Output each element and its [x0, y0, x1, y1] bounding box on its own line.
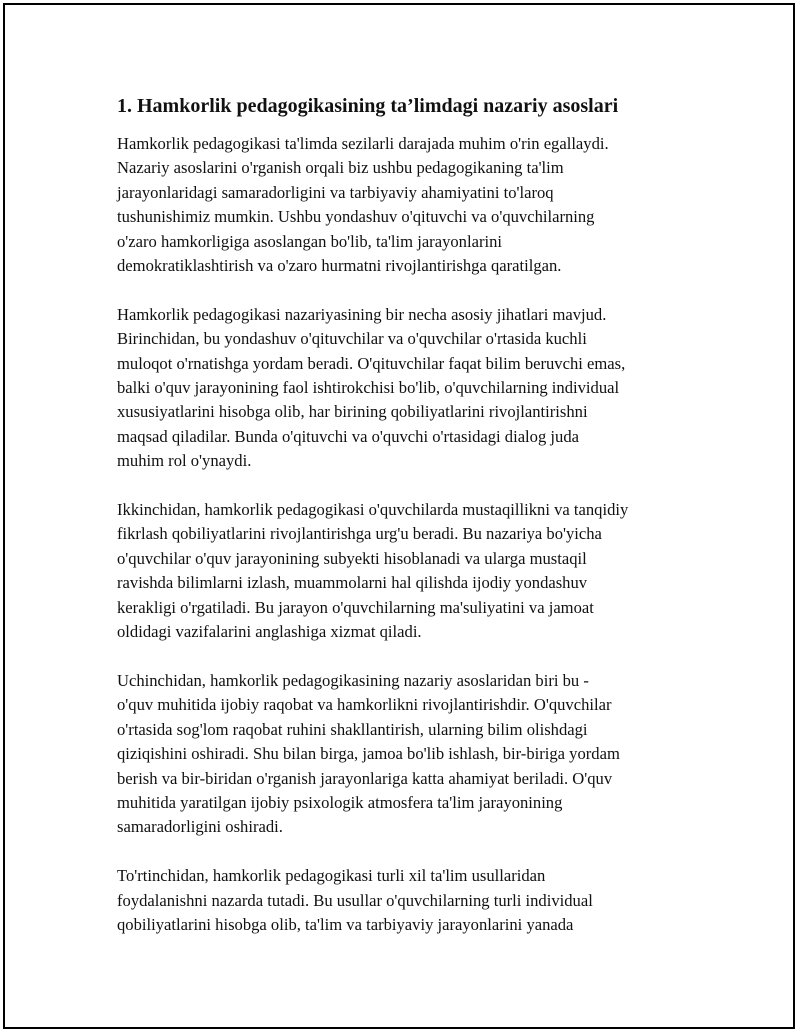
paragraph-line: qobiliyatlarini hisobga olib, ta'lim va tarbiyaviy jarayonlarini yanada	[117, 914, 574, 934]
paragraph	[117, 498, 697, 644]
paragraph-line: qiziqishini oshiradi. Shu bilan birga, jamoa bo'lib ishlash, bir-biriga yordam	[117, 744, 620, 764]
paragraph-line: tushunishimiz mumkin. Ushbu yondashuv o'qituvchi va o'quvchilarning	[117, 207, 595, 227]
paragraph-line: xususiyatlarini hisobga olib, har birining qobiliyatlarini rivojlantirishni	[117, 402, 588, 422]
paragraph-line: kerakligi o'rgatiladi. Bu jarayon o'quvchilarning ma'suliyatini va jamoat	[117, 597, 594, 617]
paragraphs-container	[117, 132, 697, 937]
paragraph	[117, 669, 697, 840]
paragraph-line: o'zaro hamkorligiga asoslangan bo'lib, ta'lim jarayonlarini	[117, 231, 502, 251]
paragraph-line: Uchinchidan, hamkorlik pedagogikasining nazariy asoslaridan biri bu -	[117, 670, 589, 690]
paragraph-line: o'quvchilar o'quv jarayonining subyekti hisoblanadi va ularga mustaqil	[117, 548, 587, 568]
paragraph-line: Birinchidan, bu yondashuv o'qituvchilar va o'quvchilar o'rtasida kuchli	[117, 329, 587, 349]
paragraph-line: berish va bir-biridan o'rganish jarayonlariga katta ahamiyat beriladi. O'quv	[117, 768, 613, 788]
paragraph-line: Hamkorlik pedagogikasi ta'limda sezilarli darajada muhim o'rin egallaydi.	[117, 134, 609, 153]
paragraph-line: samaradorligini oshiradi.	[117, 817, 283, 837]
paragraph	[117, 132, 697, 278]
paragraph-line: To'rtinchidan, hamkorlik pedagogikasi turli xil ta'lim usullaridan	[117, 866, 546, 886]
paragraph-line: o'rtasida sog'lom raqobat ruhini shakllantirish, ularning bilim olishdagi	[117, 719, 588, 739]
paragraph-line: muhim rol o'ynaydi.	[117, 451, 252, 471]
paragraph-line: fikrlash qobiliyatlarini rivojlantirishga urg'u beradi. Bu nazariya bo'yicha	[117, 524, 602, 544]
section-heading: 1. Hamkorlik pedagogikasining ta’limdagi nazariy asoslari	[117, 95, 619, 117]
paragraph	[117, 864, 697, 937]
paragraph-line: o'quv muhitida ijobiy raqobat va hamkorlikni rivojlantirishdir. O'quvchilar	[117, 695, 612, 715]
paragraph-line: Hamkorlik pedagogikasi nazariyasining bir necha asosiy jihatlari mavjud.	[117, 304, 607, 324]
paragraph-line: jarayonlaridagi samaradorligini va tarbiyaviy ahamiyatini to'laroq	[117, 182, 554, 202]
paragraph-line: foydalanishni nazarda tutadi. Bu usullar o'quvchilarning turli individual	[117, 890, 593, 910]
paragraph	[117, 303, 697, 474]
paragraph-line: muloqot o'rnatishga yordam beradi. O'qituvchilar faqat bilim beruvchi emas,	[117, 353, 626, 373]
paragraph-line: oldidagi vazifalarini anglashiga xizmat qiladi.	[117, 622, 422, 642]
document-body	[117, 93, 697, 962]
paragraph-line: muhitida yaratilgan ijobiy psixologik atmosfera ta'lim jarayonining	[117, 792, 563, 812]
paragraph-line: maqsad qiladilar. Bunda o'qituvchi va o'quvchi o'rtasidagi dialog juda	[117, 426, 579, 446]
paragraph-line: Ikkinchidan, hamkorlik pedagogikasi o'quvchilarda mustaqillikni va tanqidiy	[117, 500, 629, 520]
paragraph-line: balki o'quv jarayonining faol ishtirokchisi bo'lib, o'quvchilarning individual	[117, 378, 620, 398]
paragraph-line: Nazariy asoslarini o'rganish orqali biz ushbu pedagogikaning ta'lim	[117, 158, 564, 178]
paragraph-line: demokratiklashtirish va o'zaro hurmatni rivojlantirishga qaratilgan.	[117, 256, 562, 276]
paragraph-line: ravishda bilimlarni izlash, muammolarni hal qilishda ijodiy yondashuv	[117, 573, 588, 593]
